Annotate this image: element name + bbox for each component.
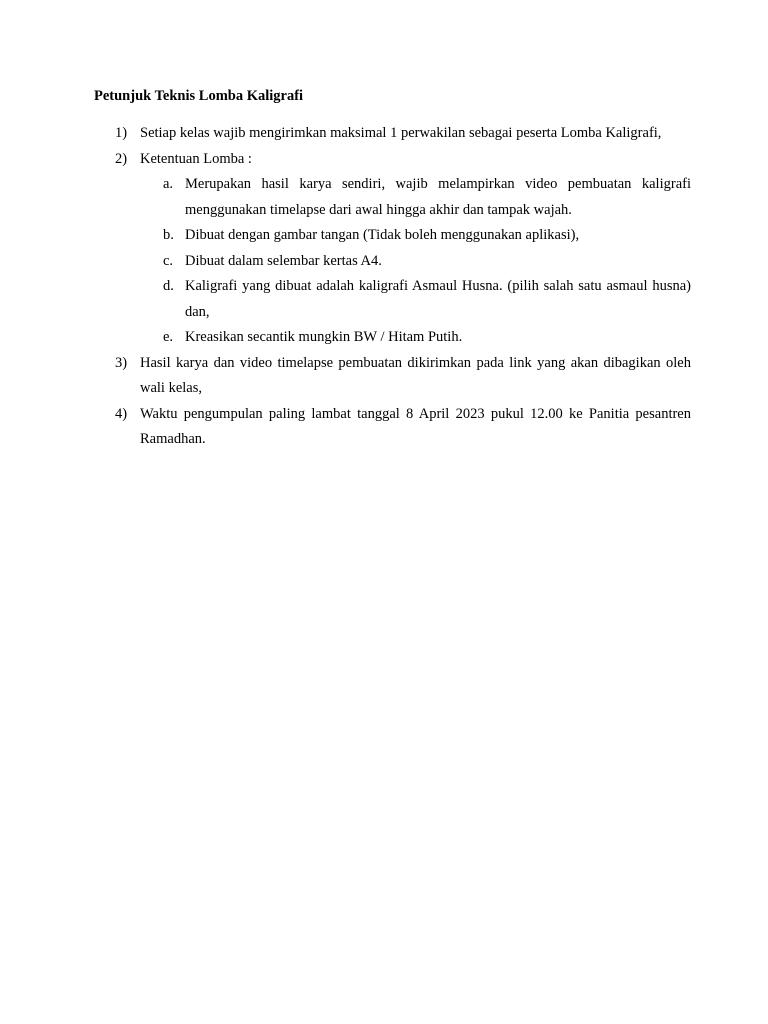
document-title: Petunjuk Teknis Lomba Kaligrafi xyxy=(94,88,304,104)
item-number: 3) xyxy=(115,354,128,371)
sub-item-text: Merupakan hasil karya sendiri, wajib melampirkan video pembuatan kaligrafi menggunakan timelapse dari awal hingga akhir dan tampak wajah. xyxy=(185,176,691,218)
sublist-item xyxy=(140,172,691,223)
sub-item-text: Dibuat dengan gambar tangan (Tidak boleh menggunakan aplikasi), xyxy=(185,227,580,243)
list-item xyxy=(94,147,691,351)
sub-item-letter: b. xyxy=(163,227,174,243)
rules-sublist xyxy=(140,172,691,351)
sub-item-letter: a. xyxy=(163,176,174,192)
requirements-list xyxy=(94,121,691,453)
list-item xyxy=(94,402,691,453)
sublist-item xyxy=(140,223,691,249)
sub-item-text: Dibuat dalam selembar kertas A4. xyxy=(185,252,382,269)
item-number: 2) xyxy=(115,150,128,167)
sublist-item xyxy=(140,274,691,325)
sublist-item xyxy=(140,249,691,275)
sub-item-text: Kaligrafi yang dibuat adalah kaligrafi Asmaul Husna. (pilih salah satu asmaul husna) dan, xyxy=(185,278,691,320)
sub-item-letter: e. xyxy=(163,329,174,345)
sub-item-text: Kreasikan secantik mungkin BW / Hitam Putih. xyxy=(185,329,463,345)
item-number: 4) xyxy=(115,405,128,422)
list-item xyxy=(94,121,691,147)
sub-item-letter: d. xyxy=(163,278,174,294)
sublist-item xyxy=(140,325,691,351)
item-number: 1) xyxy=(115,125,128,141)
item-text: Hasil karya dan video timelapse pembuatan dikirimkan pada link yang akan dibagikan oleh wali kelas, xyxy=(140,354,691,396)
document-body xyxy=(94,86,691,453)
item-text: Waktu pengumpulan paling lambat tanggal 8 April 2023 pukul 12.00 ke Panitia pesantren Ramadhan. xyxy=(140,405,691,447)
item-text: Setiap kelas wajib mengirimkan maksimal 1 perwakilan sebagai peserta Lomba Kaligrafi, xyxy=(140,125,662,141)
sub-item-letter: c. xyxy=(163,252,174,269)
list-item xyxy=(94,351,691,402)
item-text: Ketentuan Lomba : xyxy=(140,150,252,167)
